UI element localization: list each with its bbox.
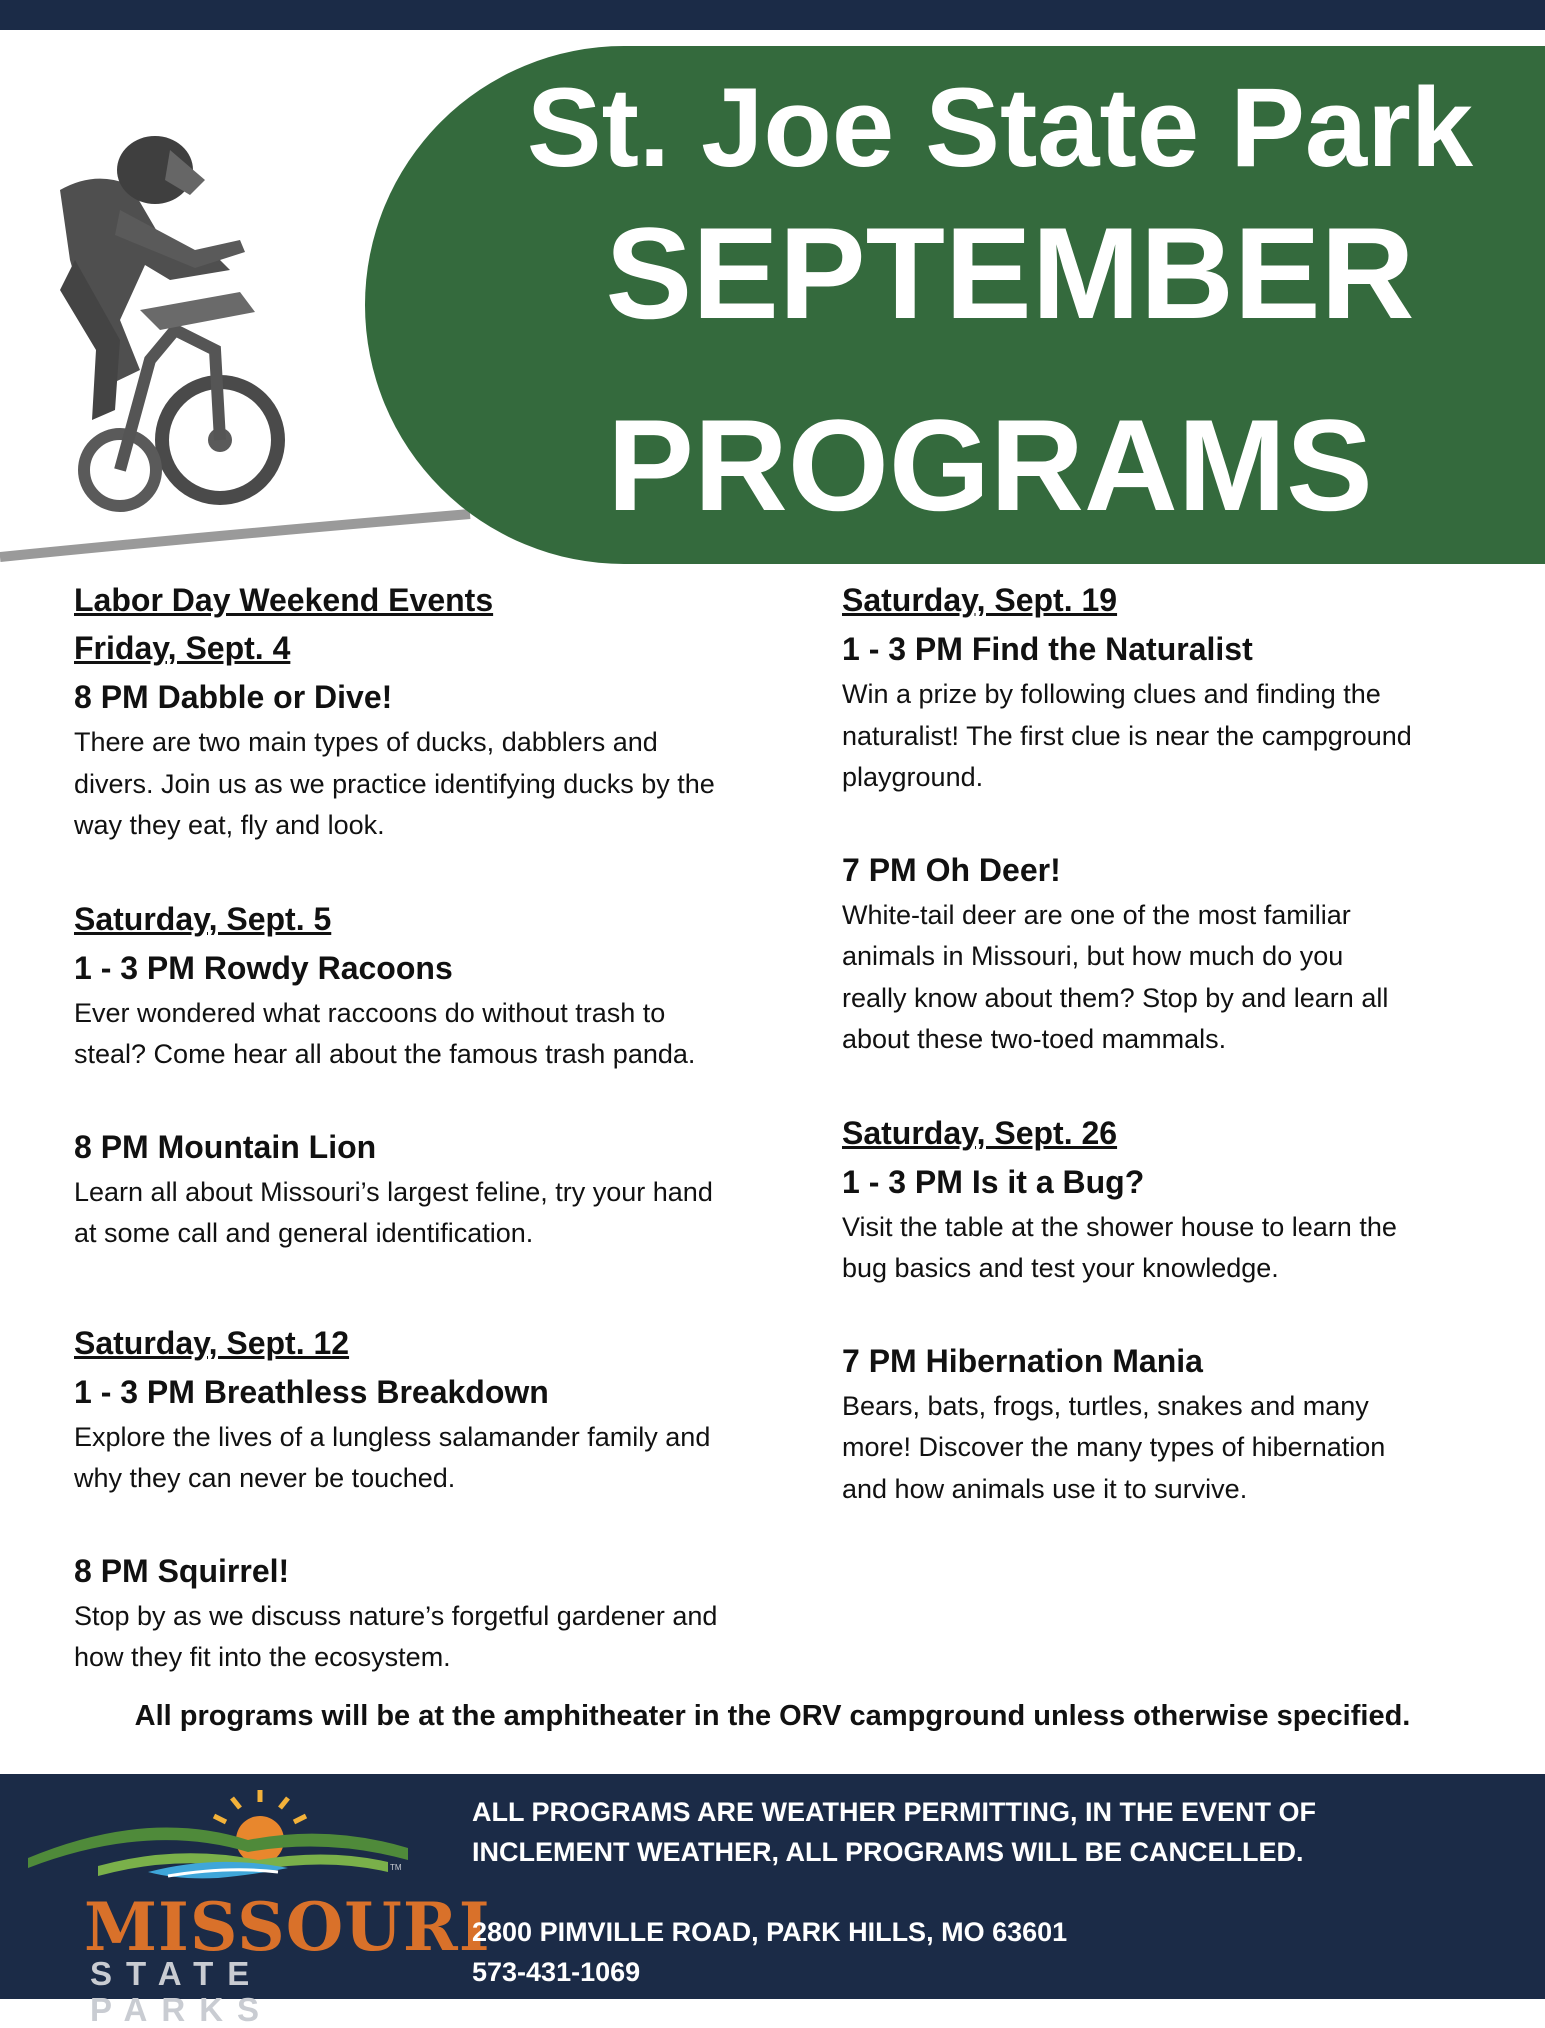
phone-number: 573-431-1069 xyxy=(472,1957,641,1987)
date-heading: Saturday, Sept. 26 xyxy=(842,1114,1118,1151)
weather-notice-line: ALL PROGRAMS ARE WEATHER PERMITTING, IN THE EVENT OF xyxy=(472,1797,1317,1827)
event-title: 8 PM Mountain Lion xyxy=(74,1128,377,1165)
event-title: 8 PM Dabble or Dive! xyxy=(74,679,393,715)
event-description: Visit the table at the shower house to learn the bug basics and test your knowledge. xyxy=(842,1211,1397,1283)
date-heading: Saturday, Sept. 12 xyxy=(74,1324,350,1361)
event-title: 1 - 3 PM Rowdy Racoons xyxy=(74,949,453,986)
event-title: 7 PM Hibernation Mania xyxy=(842,1342,1203,1379)
event-description: Learn all about Missouri’s largest feline, try your hand at some call and general identification. xyxy=(74,1176,713,1248)
event-description: There are two main types of ducks, dabblers and divers. Join us as we practice identifying ducks by the way they eat, fly and look. xyxy=(74,727,715,840)
group-heading: Labor Day Weekend Events xyxy=(74,582,494,618)
sun-hills-icon xyxy=(28,1788,428,1898)
location-note: All programs will be at the amphitheater in the ORV campground unless otherwise specified. xyxy=(134,1700,1411,1732)
park-name-title: St. Joe State Park xyxy=(526,65,1474,190)
left-schedule-column xyxy=(74,576,814,1679)
logo-wordmark: MISSOURI xyxy=(84,1888,491,1966)
date-heading: Friday, Sept. 4 xyxy=(74,630,291,666)
event-description: Bears, bats, frogs, turtles, snakes and many more! Discover the many types of hibernation and how animals use it to survive. xyxy=(842,1390,1386,1504)
address: 2800 PIMVILLE ROAD, PARK HILLS, MO 63601 xyxy=(472,1917,1068,1947)
svg-text:TM: TM xyxy=(390,1863,402,1872)
date-heading: Saturday, Sept. 19 xyxy=(842,582,1118,618)
month-title: SEPTEMBER xyxy=(605,200,1415,346)
event-description: Ever wondered what raccoons do without trash to steal? Come hear all about the famous trash panda. xyxy=(74,997,696,1069)
date-heading: Saturday, Sept. 5 xyxy=(74,900,332,937)
event-description: White-tail deer are one of the most familiar animals in Missouri, but how much do you really know about them? Stop by and learn all about these two-toed mammals. xyxy=(842,899,1389,1054)
footer xyxy=(0,1774,1545,2028)
weather-notice-line: INCLEMENT WEATHER, ALL PROGRAMS WILL BE CANCELLED. xyxy=(472,1837,1304,1867)
programs-title: PROGRAMS xyxy=(607,392,1373,538)
event-title: 1 - 3 PM Breathless Breakdown xyxy=(74,1373,549,1410)
right-schedule-column xyxy=(842,576,1522,1510)
logo-subtitle: STATE PARKS xyxy=(90,1955,274,2028)
event-description: Stop by as we discuss nature’s forgetful gardener and how they fit into the ecosystem. xyxy=(74,1600,718,1672)
header-hero xyxy=(0,30,1545,565)
event-title: 1 - 3 PM Find the Naturalist xyxy=(842,631,1253,667)
event-title: 1 - 3 PM Is it a Bug? xyxy=(842,1163,1145,1200)
footer-info xyxy=(472,1792,1512,1992)
missouri-state-parks-logo xyxy=(28,1788,491,2028)
top-bar xyxy=(0,0,1545,30)
event-description: Explore the lives of a lungless salamander family and why they can never be touched. xyxy=(74,1421,711,1493)
event-title: 7 PM Oh Deer! xyxy=(842,851,1061,888)
event-title: 8 PM Squirrel! xyxy=(74,1552,290,1589)
event-description: Win a prize by following clues and finding the naturalist! The first clue is near the campground playground. xyxy=(842,679,1412,792)
